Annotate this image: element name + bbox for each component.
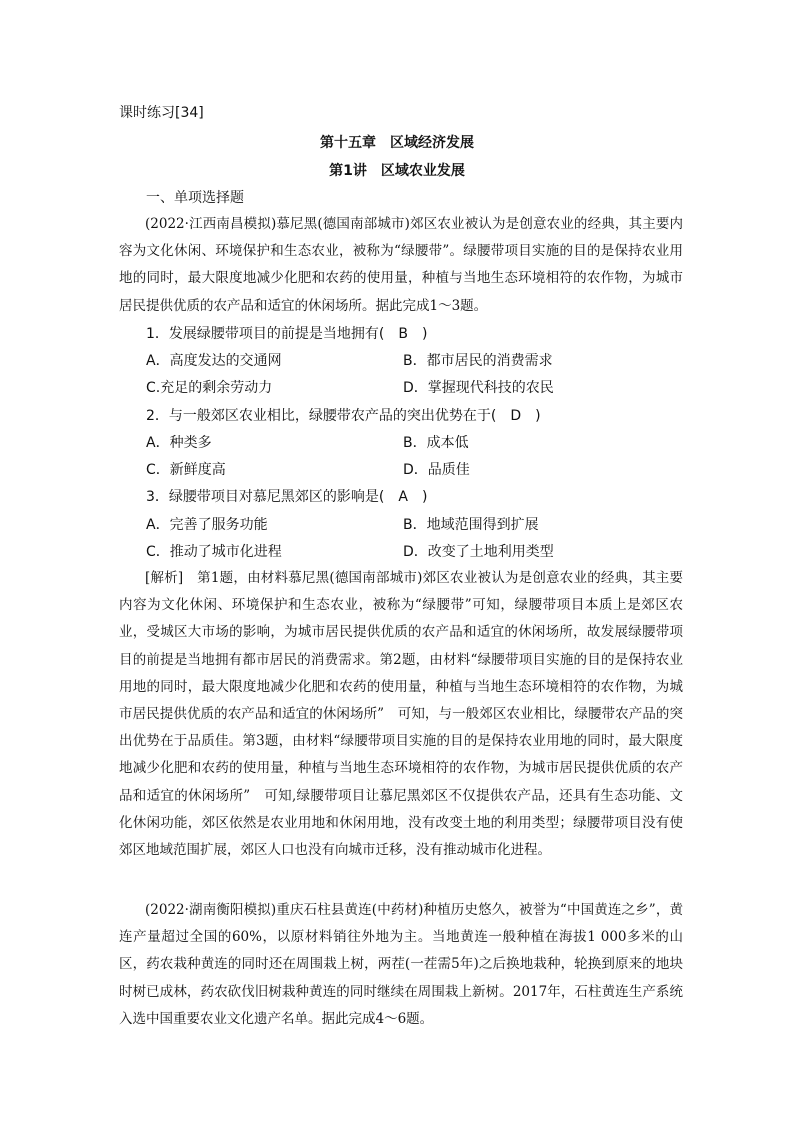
- question-stem-3: 3．绿腰带项目对慕尼黑郊区的影响是( A ): [146, 489, 428, 505]
- question-3-option-a: A．完善了服务功能: [146, 517, 268, 533]
- question-2-option-c: C．新鲜度高: [146, 462, 226, 478]
- question-3-option-b: B．地域范围得到扩展: [403, 517, 539, 533]
- material-text-2: (2022·湖南衡阳模拟)重庆石柱县黄连(中药材)种植历史悠久，被誉为“中国黄连之乡”，黄连产量超过全国的60%，以原材料销往外地为主。当地黄连一般种植在海拔1 000多米的山区，药农栽种黄连的同时还在周围栽上树，两茬(一茬需5年)之后换地栽种，轮换到原来的地块时树已成林，药农砍伐旧树栽种黄连的同时继续在周围栽上新树。2017年，石柱黄连生产系统入选中国重要农业文化遗产名单。据此完成4～6题。: [119, 902, 683, 1027]
- question-1-option-b: B．都市居民的消费需求: [403, 353, 553, 369]
- material-paragraph-1: [119, 211, 683, 320]
- question-3-option-d: D．改变了土地利用类型: [403, 544, 554, 560]
- practice-label: 课时练习[34]: [119, 105, 204, 121]
- material-text-1: (2022·江西南昌模拟)慕尼黑(德国南部城市)郊区农业被认为是创意农业的经典，其主要内容为文化休闲、环境保护和生态农业，被称为“绿腰带”。绿腰带项目实施的目的是保持农业用地的同时，最大限度地减少化肥和农药的使用量，种植与当地生态环境相符的农作物，为城市居民提供优质的农产品和适宜的休闲场所。据此完成1～3题。: [119, 216, 683, 314]
- question-1-option-c: C.充足的剩余劳动力: [146, 380, 273, 396]
- question-3-option-c: C．推动了城市化进程: [146, 544, 282, 560]
- analysis-paragraph: [119, 565, 683, 864]
- question-1-option-a: A．高度发达的交通网: [146, 353, 282, 369]
- question-2-option-b: B．成本低: [403, 435, 469, 451]
- question-stem-2: 2．与一般郊区农业相比，绿腰带农产品的突出优势在于( D ): [146, 408, 541, 424]
- section-title: 一、单项选择题: [146, 190, 244, 206]
- chapter-title: 第十五章 区域经济发展: [320, 135, 474, 151]
- question-2-option-d: D．品质佳: [403, 462, 470, 478]
- question-1-option-d: D．掌握现代科技的农民: [403, 380, 554, 396]
- material-paragraph-2: [119, 897, 683, 1033]
- question-stem-1: 1．发展绿腰带项目的前提是当地拥有( B ): [146, 326, 428, 342]
- analysis-text: [解析] 第1题，由材料慕尼黑(德国南部城市)郊区农业被认为是创意农业的经典，其主要内容为文化休闲、环境保护和生态农业，被称为“绿腰带”可知，绿腰带项目本质上是郊区农业，受城区大市场的影响，为城市居民提供优质的农产品和适宜的休闲场所，故发展绿腰带项目的前提是当地拥有都市居民的消费需求。第2题，由材料“绿腰带项目实施的目的是保持农业用地的同时，最大限度地减少化肥和农药的使用量，种植与当地生态环境相符的农作物，为城市居民提供优质的农产品和适宜的休闲场所” 可知，与一般郊区农业相比，绿腰带农产品的突出优势在于品质佳。第3题，由材料“绿腰带项目实施的目的是保持农业用地的同时，最大限度地减少化肥和农药的使用量，种植与当地生态环境相符的农作物，为城市居民提供优质的农产品和适宜的休闲场所” 可知,绿腰带项目让慕尼黑郊区不仅提供农产品，还具有生态功能、文化休闲功能，郊区依然是农业用地和休闲用地，没有改变土地的利用类型；绿腰带项目没有使郊区地域范围扩展，郊区人口也没有向城市迁移，没有推动城市化进程。: [119, 570, 683, 859]
- lesson-title: 第1讲 区域农业发展: [329, 163, 465, 179]
- question-2-option-a: A．种类多: [146, 435, 212, 451]
